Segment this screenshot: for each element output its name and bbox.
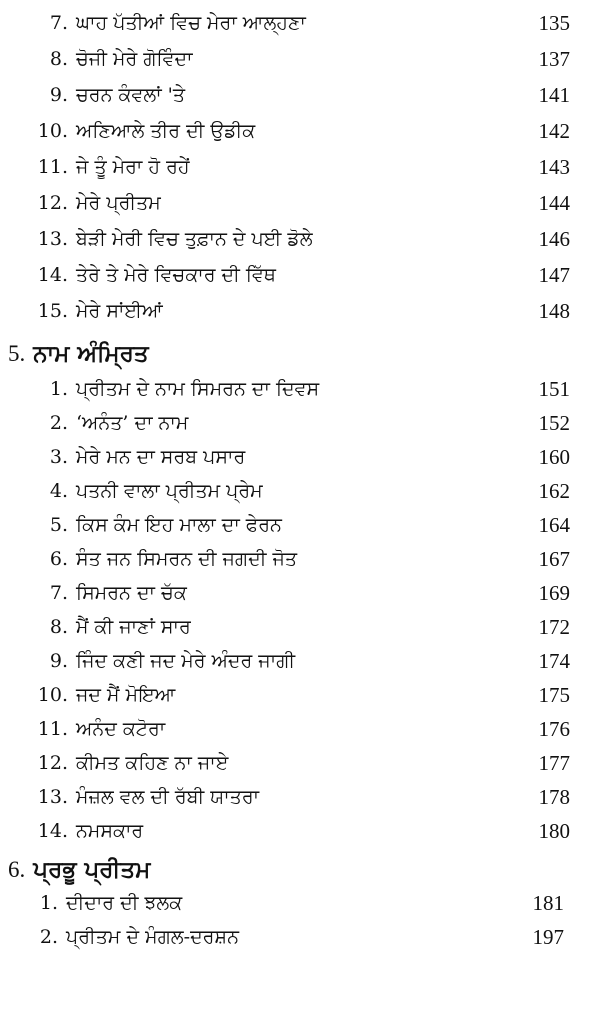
- entry-number: 4.: [49, 480, 68, 502]
- entry-number: 11.: [37, 156, 68, 178]
- entry-number: 11.: [37, 718, 68, 740]
- toc-entry: [0, 746, 600, 780]
- entry-page: 146: [538, 227, 570, 251]
- entry-page: 152: [538, 411, 570, 435]
- entry-title: ਪ੍ਰੀਤਮ ਦੇ ਨਾਮ ਸਿਮਰਨ ਦਾ ਦਿਵਸ: [76, 378, 320, 400]
- entry-number: 10.: [37, 120, 68, 142]
- entry-page: 167: [538, 547, 570, 571]
- entry-number: 13.: [37, 228, 68, 250]
- section-heading-5: [8, 334, 149, 374]
- entry-title: ਜਦ ਮੈਂ ਮੋਇਆ: [76, 684, 176, 706]
- entry-number: 5.: [49, 514, 68, 536]
- entry-number: 3.: [49, 446, 68, 468]
- toc-entry: [0, 780, 600, 814]
- entry-title: ਕਿਸ ਕੰਮ ਇਹ ਮਾਲਾ ਦਾ ਫੇਰਨ: [76, 514, 282, 536]
- entry-title: ਸੰਤ ਜਨ ਸਿਮਰਨ ਦੀ ਜਗਦੀ ਜੋਤ: [76, 548, 298, 570]
- entry-number: 8.: [49, 616, 68, 638]
- entry-title: ਜੇ ਤੂੰ ਮੇਰਾ ਹੋ ਰਹੇਂ: [76, 156, 190, 178]
- toc-entry: [0, 294, 600, 328]
- toc-entry: [0, 678, 600, 712]
- toc-entry: [0, 150, 600, 184]
- entry-page: 180: [538, 819, 570, 843]
- entry-title: ਸਿਮਰਨ ਦਾ ਚੱਕ: [76, 582, 187, 604]
- entry-title: ‘ਅਨੰਤ’ ਦਾ ਨਾਮ: [76, 412, 189, 434]
- toc-entry: [0, 222, 600, 256]
- entry-title: ਕੀਮਤ ਕਹਿਣ ਨਾ ਜਾਏ: [76, 752, 229, 774]
- entry-page: 143: [538, 155, 570, 179]
- toc-entry: [0, 440, 600, 474]
- toc-entry: [0, 508, 600, 542]
- entry-page: 137: [538, 47, 570, 71]
- toc-entry: [0, 114, 600, 148]
- entry-page: 175: [538, 683, 570, 707]
- entry-title: ਦੀਦਾਰ ਦੀ ਝਲਕ: [66, 892, 183, 914]
- entry-title: ਅਣਿਆਲੇ ਤੀਰ ਦੀ ਉਡੀਕ: [76, 120, 256, 142]
- entry-page: 172: [538, 615, 570, 639]
- entry-page: 147: [538, 263, 570, 287]
- entry-title: ਪਤਨੀ ਵਾਲਾ ਪ੍ਰੀਤਮ ਪ੍ਰੇਮ: [76, 480, 263, 502]
- toc-entry: [0, 814, 600, 848]
- entry-number: 14.: [37, 820, 68, 842]
- entry-page: 176: [538, 717, 570, 741]
- entry-page: 177: [538, 751, 570, 775]
- entry-number: 7.: [49, 582, 68, 604]
- entry-page: 151: [538, 377, 570, 401]
- toc-entry: [0, 6, 600, 40]
- toc-entry: [0, 258, 600, 292]
- entry-page: 160: [538, 445, 570, 469]
- section-title: ਪ੍ਰਭੂ ਪ੍ਰੀਤਮ: [33, 856, 151, 883]
- entry-number: 1.: [49, 378, 68, 400]
- entry-title: ਅਨੰਦ ਕਟੋਰਾ: [76, 718, 166, 740]
- entry-number: 12.: [37, 192, 68, 214]
- toc-entry: [0, 712, 600, 746]
- toc-entry: [0, 78, 600, 112]
- entry-number: 14.: [37, 264, 68, 286]
- toc-entry: [0, 576, 600, 610]
- entry-title: ਘਾਹ ਪੱਤੀਆਂ ਵਿਚ ਮੇਰਾ ਆਲ੍ਹਣਾ: [76, 12, 306, 34]
- toc-entry: [0, 920, 600, 954]
- entry-title: ਮੇਰੇ ਮਨ ਦਾ ਸਰਬ ਪਸਾਰ: [76, 446, 246, 468]
- entry-page: 144: [538, 191, 570, 215]
- toc-entry: [0, 372, 600, 406]
- entry-title: ਜਿੰਦ ਕਣੀ ਜਦ ਮੇਰੇ ਅੰਦਰ ਜਾਗੀ: [76, 650, 296, 672]
- entry-page: 178: [538, 785, 570, 809]
- entry-number: 13.: [37, 786, 68, 808]
- entry-page: 181: [532, 891, 564, 915]
- entry-title: ਨਮਸਕਾਰ: [76, 820, 144, 842]
- entry-number: 12.: [37, 752, 68, 774]
- entry-title: ਚੋਜੀ ਮੇਰੇ ਗੋਵਿੰਦਾ: [76, 48, 193, 70]
- entry-number: 1.: [39, 892, 58, 914]
- toc-entry: [0, 406, 600, 440]
- section-title: ਨਾਮ ਅੰਮ੍ਰਿਤ: [33, 340, 149, 367]
- entry-page: 135: [538, 11, 570, 35]
- entry-number: 10.: [37, 684, 68, 706]
- toc-entry: [0, 42, 600, 76]
- entry-title: ਪ੍ਰੀਤਮ ਦੇ ਮੰਗਲ-ਦਰਸ਼ਨ: [66, 926, 239, 948]
- entry-number: 9.: [49, 650, 68, 672]
- entry-page: 142: [538, 119, 570, 143]
- entry-title: ਮੰਜ਼ਲ ਵਲ ਦੀ ਰੱਬੀ ਯਾਤਰਾ: [76, 786, 260, 808]
- entry-page: 162: [538, 479, 570, 503]
- entry-number: 15.: [37, 300, 68, 322]
- entry-title: ਮੇਰੇ ਪ੍ਰੀਤਮ: [76, 192, 161, 214]
- entry-page: 174: [538, 649, 570, 673]
- toc-entry: [0, 542, 600, 576]
- entry-title: ਚਰਨ ਕੰਵਲਾਂ 'ਤੇ: [76, 84, 185, 106]
- entry-page: 141: [538, 83, 570, 107]
- entry-number: 9.: [49, 84, 68, 106]
- section-number: 5.: [8, 341, 26, 366]
- entry-number: 8.: [49, 48, 68, 70]
- toc-entry: [0, 186, 600, 220]
- entry-page: 148: [538, 299, 570, 323]
- toc-entry: [0, 886, 600, 920]
- entry-number: 7.: [49, 12, 68, 34]
- section-heading-6: [8, 850, 150, 890]
- entry-number: 2.: [39, 926, 58, 948]
- entry-title: ਮੇਰੇ ਸਾਂਈਆਂ: [76, 300, 163, 322]
- entry-page: 169: [538, 581, 570, 605]
- toc-entry: [0, 474, 600, 508]
- entry-page: 164: [538, 513, 570, 537]
- entry-number: 2.: [49, 412, 68, 434]
- entry-title: ਬੇੜੀ ਮੇਰੀ ਵਿਚ ਤੁਫ਼ਾਨ ਦੇ ਪਈ ਡੋਲੇ: [76, 228, 313, 250]
- section-number: 6.: [8, 857, 26, 882]
- entry-title: ਤੇਰੇ ਤੇ ਮੇਰੇ ਵਿਚਕਾਰ ਦੀ ਵਿੱਥ: [76, 264, 276, 286]
- entry-number: 6.: [49, 548, 68, 570]
- toc-entry: [0, 610, 600, 644]
- entry-page: 197: [532, 925, 564, 949]
- entry-title: ਮੈਂ ਕੀ ਜਾਣਾਂ ਸਾਰ: [76, 616, 191, 638]
- toc-entry: [0, 644, 600, 678]
